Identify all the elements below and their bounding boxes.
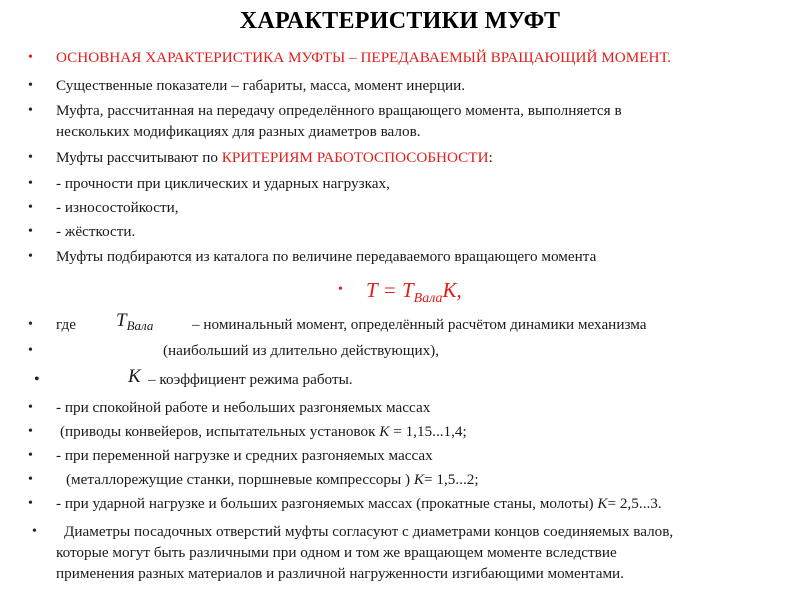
formula-K: K,	[442, 278, 462, 302]
variable-text: - при переменной нагрузке и средних разгоняемых массах	[56, 447, 433, 464]
stiffness-text: - жёсткости.	[56, 223, 136, 240]
criteria-suffix: :	[488, 149, 493, 166]
bullet-icon: •	[28, 472, 33, 487]
T-shaft-description: – номинальный момент, определённый расчётом динамики механизма	[192, 316, 647, 333]
bullet-icon: •	[28, 343, 33, 358]
bullet-icon: •	[28, 249, 33, 264]
formula	[366, 276, 462, 313]
main-characteristic-text: ОСНОВНАЯ ХАРАКТЕРИСТИКА МУФТЫ – ПЕРЕДАВАЕМЫЙ ВРАЩАЮЩИЙ МОМЕНТ.	[56, 49, 671, 66]
bullet-icon: •	[28, 424, 33, 439]
modifications-text-line1: Муфта, рассчитанная на передачу определённого вращающего момента, выполняется в	[56, 102, 622, 119]
bullet-icon: •	[28, 50, 33, 65]
wear-text: - износостойкости,	[56, 199, 179, 216]
bullet-icon: •	[28, 200, 33, 215]
largest-text: (наибольший из длительно действующих),	[163, 342, 440, 359]
machine-tools-text: (металлорежущие станки, поршневые компрессоры ) K= 1,5...2;	[66, 471, 479, 488]
calm-text: - при спокойной работе и небольших разгоняемых массах	[56, 399, 431, 416]
symbol-T-shaft: $T_{Вала}$	[116, 310, 154, 333]
diameters-text-line3: применения разных материалов и различной нагруженности изгибающими моментами.	[56, 565, 624, 582]
bullet-icon: •	[28, 103, 33, 118]
slide-title: ХАРАКТЕРИСТИКИ МУФТ	[239, 8, 561, 34]
strength-text: - прочности при циклических и ударных нагрузках,	[56, 175, 390, 192]
criteria-highlight: КРИТЕРИЯМ РАБОТОСПОСОБНОСТИ	[221, 149, 489, 166]
bullet-icon: •	[28, 150, 33, 165]
impact-text: - при ударной нагрузке и больших разгоняемых массах (прокатные станы, молоты) K= 2,5...3.	[56, 495, 662, 512]
conveyors-text: (приводы конвейеров, испытательных установок K = 1,15...1,4;	[60, 423, 467, 440]
K-description: – коэффициент режима работы.	[148, 371, 353, 388]
bullet-icon: •	[28, 400, 33, 415]
diameters-text-line2: которые могут быть различными при одном и том же вращающем моменте вследствие	[56, 544, 617, 561]
bullet-icon: •	[28, 78, 33, 93]
formula-T-shaft: T	[401, 278, 414, 302]
bullet-icon: •	[28, 496, 33, 511]
modifications-text-line2: нескольких модификациях для разных диаметров валов.	[56, 123, 421, 140]
bullet-icon: •	[28, 448, 33, 463]
criteria-prefix: Муфты рассчитывают по	[56, 149, 218, 166]
bullet-icon: •	[338, 282, 343, 297]
bullet-icon: •	[32, 524, 37, 539]
criteria-text	[56, 147, 493, 168]
formula-eq: =	[382, 278, 397, 302]
formula-subscript: Вала	[413, 291, 443, 306]
formula-T: T	[366, 278, 378, 302]
indicators-text: Существенные показатели – габариты, масса, момент инерции.	[56, 77, 466, 94]
symbol-K: K	[128, 366, 141, 387]
diameters-text-line1: Диаметры посадочных отверстий муфты согласуют с диаметрами концов соединяемых валов,	[64, 523, 674, 540]
bullet-icon: •	[28, 317, 33, 332]
bullet-icon: •	[28, 224, 33, 239]
bullet-icon: •	[34, 371, 40, 388]
where-label: где	[56, 316, 76, 333]
catalog-text: Муфты подбираются из каталога по величине передаваемого вращающего момента	[56, 248, 597, 265]
bullet-icon: •	[28, 176, 33, 191]
